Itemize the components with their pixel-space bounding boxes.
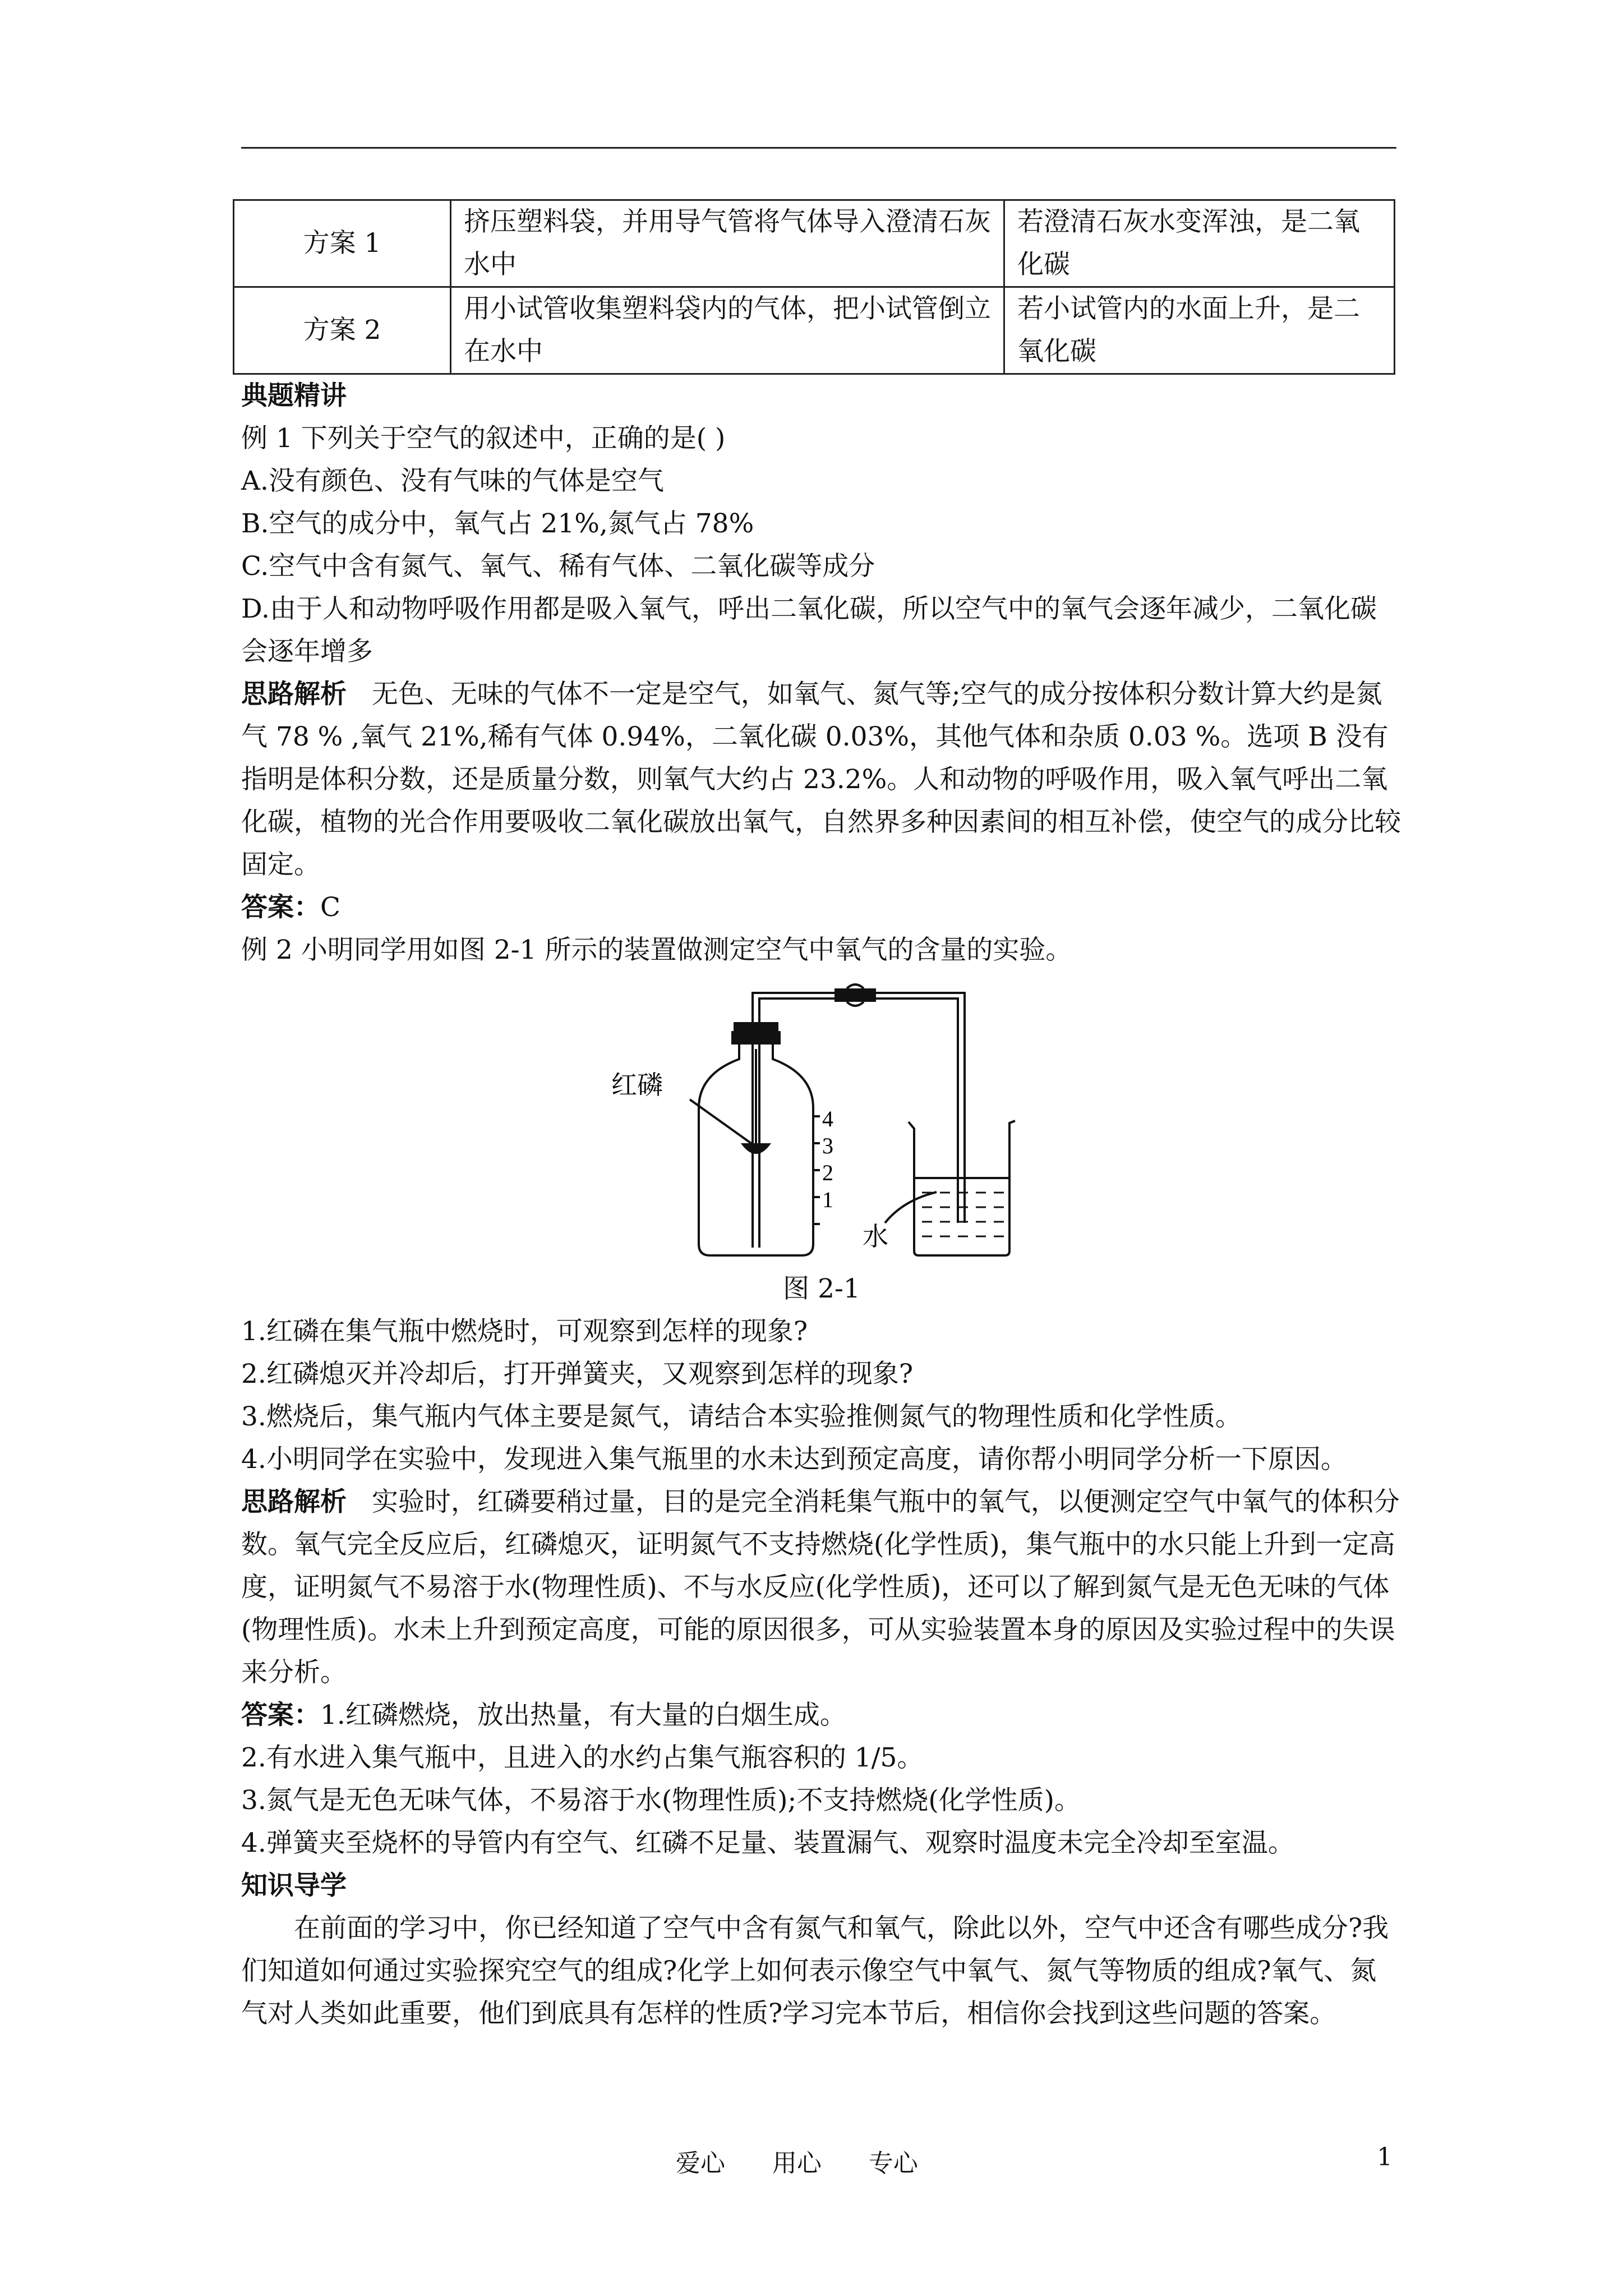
- answer-label: 答案：: [241, 1700, 320, 1731]
- scale-2: 2: [822, 1160, 833, 1185]
- stopper: [732, 1032, 780, 1043]
- figure-caption: 图 2-1: [783, 1273, 860, 1304]
- analysis-paragraph: [241, 673, 1402, 886]
- analysis-text: 实验时，红磷要稍过量，目的是完全消耗集气瓶中的氧气，以便测定空气中氧气的体积分数。氧气完全反应后，红磷熄灭，证明氮气不支持燃烧(化学性质)，集气瓶中的水只能上升到一定高度，证明氮气不易溶于水(物理性质)、不与水反应(化学性质)，还可以了解到氮气是无色无味的气体(物理性质)。水未上升到预定高度，可能的原因很多，可从实验装置本身的原因及实验过程中的失误来分析。: [241, 1487, 1400, 1688]
- plan-cell: 方案 2: [234, 287, 451, 374]
- question-1: 1.红磷在集气瓶中燃烧时，可观察到怎样的现象?: [241, 1316, 808, 1347]
- answer-line: [241, 1694, 1402, 1737]
- answer-text: C: [320, 892, 340, 923]
- answer-line: 4.弹簧夹至烧杯的导管内有空气、红磷不足量、装置漏气、观察时温度未完全冷却至室温。: [241, 1828, 1294, 1858]
- answer-line: 2.有水进入集气瓶中，且进入的水约占集气瓶容积的 1/5。: [241, 1742, 924, 1773]
- document-body: [241, 199, 1402, 2035]
- question-2: 2.红磷熄灭并冷却后，打开弹簧夹，又观察到怎样的现象?: [241, 1359, 914, 1389]
- section-heading: 知识导学: [241, 1870, 347, 1901]
- result-cell: 若小试管内的水面上升，是二氧化碳: [1004, 287, 1395, 374]
- operation-cell: 挤压塑料袋，并用导气管将气体导入澄清石灰水中: [451, 200, 1004, 287]
- analysis-label: 思路解析: [241, 679, 347, 710]
- question-4: 4.小明同学在实验中，发现进入集气瓶里的水未达到预定高度，请你帮小明同学分析一下原因。: [241, 1444, 1347, 1475]
- plan-cell: 方案 1: [234, 200, 451, 287]
- answer-text: 1.红磷燃烧，放出热量，有大量的白烟生成。: [320, 1700, 846, 1731]
- answer-line: [241, 886, 1402, 929]
- option-a: A.没有颜色、没有气味的气体是空气: [241, 466, 664, 496]
- option-c: C.空气中含有氮气、氧气、稀有气体、二氧化碳等成分: [241, 551, 875, 582]
- plan-table: [233, 199, 1395, 375]
- beaker: [909, 1121, 1015, 1255]
- scale-3: 3: [822, 1133, 833, 1158]
- footer-motto: 爱心 用心 专心: [676, 2149, 918, 2178]
- question-3: 3.燃烧后，集气瓶内气体主要是氮气，请结合本实验推侧氮气的物理性质和化学性质。: [241, 1401, 1242, 1432]
- example-question: 例 1 下列关于空气的叙述中，正确的是( ): [241, 423, 726, 454]
- header-rule: [241, 147, 1396, 149]
- operation-cell: 用小试管收集塑料袋内的气体，把小试管倒立在水中: [451, 287, 1004, 374]
- spring-clamp: [836, 990, 875, 1001]
- analysis-label: 思路解析: [241, 1487, 347, 1517]
- answer-line: 3.氮气是无色无味气体，不易溶于水(物理性质);不支持燃烧(化学性质)。: [241, 1785, 1081, 1816]
- table-row: [234, 287, 1395, 374]
- option-d: D.由于人和动物呼吸作用都是吸入氧气，呼出二氧化碳，所以空气中的氧气会逐年减少，二氧化碳会逐年增多: [241, 593, 1377, 667]
- scale-1: 1: [822, 1187, 833, 1212]
- scale-4: 4: [822, 1106, 833, 1131]
- apparatus-figure: [241, 976, 1402, 1268]
- example-question: 例 2 小明同学用如图 2-1 所示的装置做测定空气中氧气的含量的实验。: [241, 935, 1072, 965]
- apparatus-diagram: [241, 976, 1402, 1268]
- label-water: 水: [863, 1222, 888, 1251]
- table-row: [234, 200, 1395, 287]
- page-number: 1: [1377, 2143, 1393, 2171]
- guide-paragraph: 在前面的学习中，你已经知道了空气中含有氮气和氧气，除此以外，空气中还含有哪些成分?我们知道如何通过实验探究空气的组成?化学上如何表示像空气中氧气、氮气等物质的组成?氧气、氮气对人类如此重要，他们到底具有怎样的性质?学习完本节后，相信你会找到这些问题的答案。: [241, 1913, 1389, 2029]
- analysis-paragraph: [241, 1481, 1402, 1694]
- option-b: B.空气的成分中，氧气占 21%,氮气占 78%: [241, 508, 754, 539]
- label-phosphorus: 红磷: [611, 1071, 663, 1099]
- result-cell: 若澄清石灰水变浑浊，是二氧化碳: [1004, 200, 1395, 287]
- section-heading: 典题精讲: [241, 380, 347, 411]
- glass-tube: [753, 993, 965, 1248]
- answer-label: 答案：: [241, 892, 320, 923]
- analysis-text: 无色、无味的气体不一定是空气，如氧气、氮气等;空气的成分按体积分数计算大约是氮气 78 % ,氧气 21%,稀有气体 0.94%，二氧化碳 0.03%，其他气体和杂质 0.03 %。选项 B 没有指明是体积分数，还是质量分数，则氧气大约占 23.2%。人和动物的呼吸作用，吸入氧气呼出二氧化碳，植物的光合作用要吸收二氧化碳放出氧气，自然界多种因素间的相互补偿，使空气的成分比较固定。: [241, 679, 1401, 880]
